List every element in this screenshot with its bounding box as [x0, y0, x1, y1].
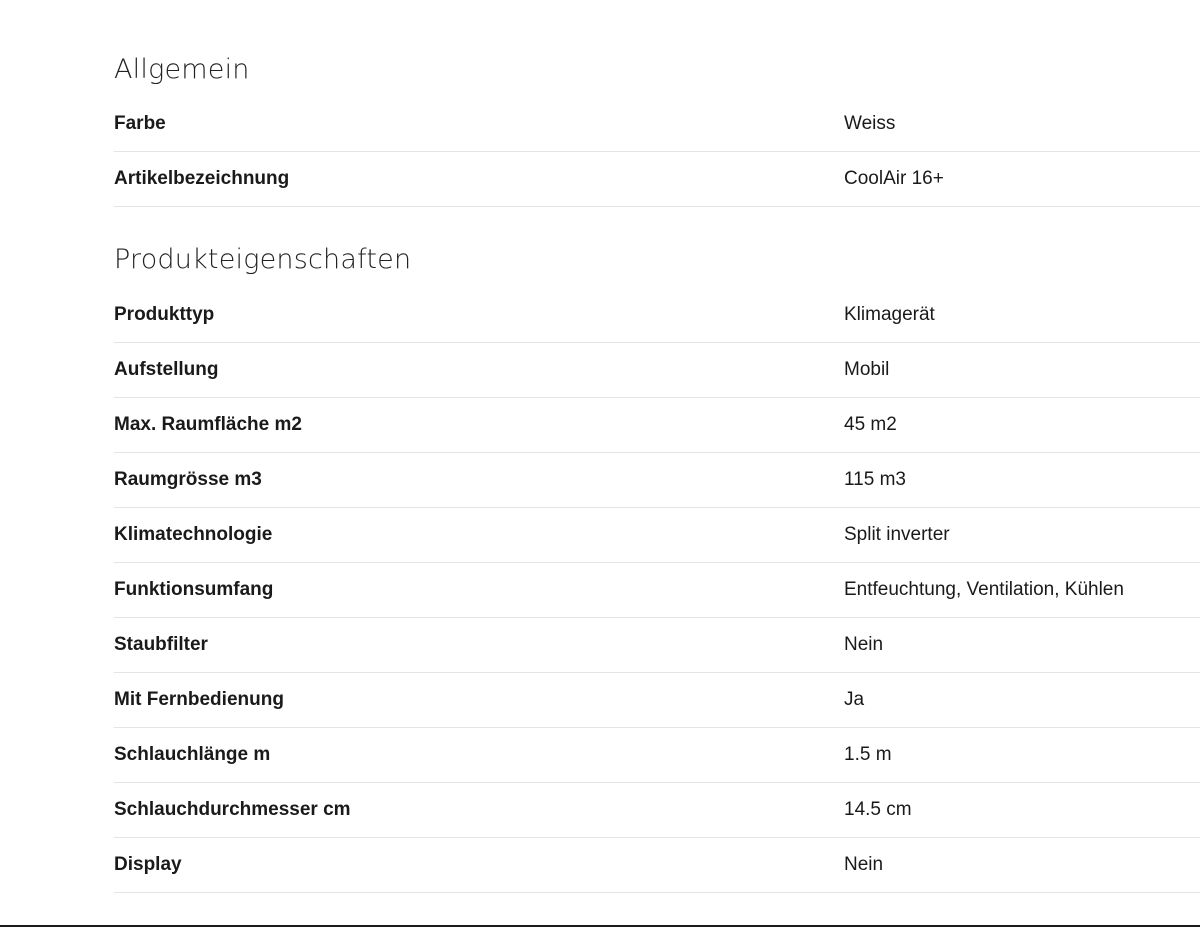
section-allgemein — [114, 51, 1200, 207]
spec-value: Mobil — [844, 359, 890, 380]
spec-row-max-raumflaeche — [114, 398, 1200, 453]
spec-label: Funktionsumfang — [114, 579, 274, 600]
spec-row-schlauchlaenge — [114, 728, 1200, 783]
spec-label: Produkttyp — [114, 304, 215, 325]
section-produkteigenschaften — [114, 241, 1200, 893]
spec-label: Schlauchlänge m — [114, 744, 271, 765]
spec-row-schlauchdurchmesser — [114, 783, 1200, 838]
spec-value: 14.5 cm — [844, 799, 912, 820]
spec-label: Klimatechnologie — [114, 524, 273, 545]
spec-row-funktionsumfang — [114, 563, 1200, 618]
spec-value: Klimagerät — [844, 304, 935, 325]
spec-row-raumgroesse — [114, 453, 1200, 508]
spec-value: 45 m2 — [844, 414, 897, 435]
section-title: Allgemein — [114, 54, 250, 85]
spec-row-produkttyp — [114, 288, 1200, 343]
spec-row-display — [114, 838, 1200, 893]
spec-table — [114, 97, 1200, 207]
spec-row-fernbedienung — [114, 673, 1200, 728]
spec-table — [114, 288, 1200, 893]
spec-row-staubfilter — [114, 618, 1200, 673]
spec-row-farbe — [114, 97, 1200, 152]
spec-value: Nein — [844, 854, 884, 875]
spec-row-aufstellung — [114, 343, 1200, 398]
spec-label: Mit Fernbedienung — [114, 689, 284, 710]
spec-label: Raumgrösse m3 — [114, 469, 262, 490]
spec-label: Display — [114, 854, 182, 875]
spec-value: CoolAir 16+ — [844, 168, 944, 189]
spec-row-artikelbezeichnung — [114, 152, 1200, 207]
spec-label: Aufstellung — [114, 359, 219, 380]
spec-value: Nein — [844, 634, 884, 655]
spec-value: Ja — [844, 689, 865, 710]
section-title: Produkteigenschaften — [114, 244, 412, 275]
spec-label: Artikelbezeichnung — [114, 168, 290, 189]
spec-value: 1.5 m — [844, 744, 892, 765]
spec-value: Split inverter — [844, 524, 950, 545]
spec-value: Weiss — [844, 113, 896, 134]
spec-row-klimatechnologie — [114, 508, 1200, 563]
spec-value: Entfeuchtung, Ventilation, Kühlen — [844, 579, 1124, 600]
spec-value: 115 m3 — [844, 469, 906, 490]
spec-label: Schlauchdurchmesser cm — [114, 799, 351, 820]
spec-label: Max. Raumfläche m2 — [114, 414, 302, 435]
spec-label: Staubfilter — [114, 634, 208, 655]
spec-label: Farbe — [114, 113, 166, 134]
spec-content — [114, 0, 1200, 893]
